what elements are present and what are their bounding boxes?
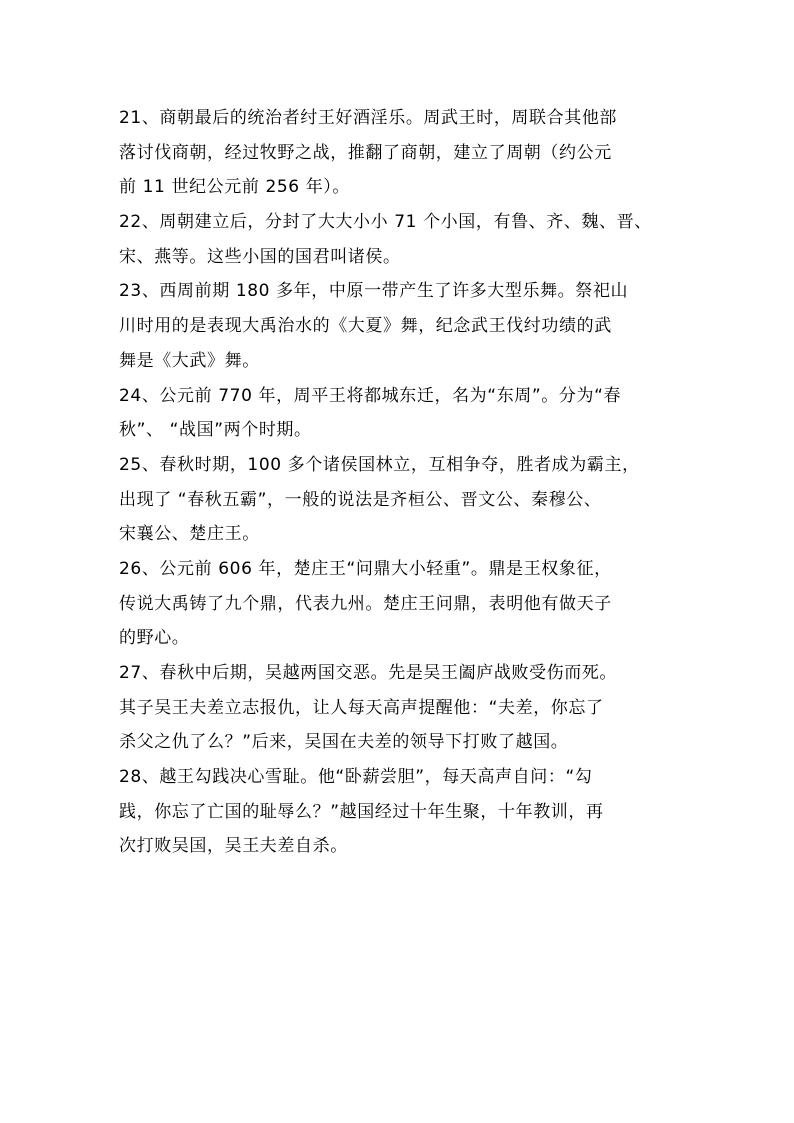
paragraph-28 bbox=[119, 760, 699, 864]
paragraph-22 bbox=[119, 205, 699, 274]
paragraph-21 bbox=[119, 101, 699, 205]
text-line: 次打败吴国，吴王夫差自杀。 bbox=[119, 836, 348, 857]
paragraph-25 bbox=[119, 448, 699, 552]
text-line: 23、西周前期 180 多年，中原一带产生了许多大型乐舞。祭祀山 bbox=[119, 281, 629, 302]
document-body bbox=[119, 101, 699, 864]
text-line: 宋襄公、楚庄王。 bbox=[119, 524, 260, 545]
text-line: 的野心。 bbox=[119, 628, 190, 649]
paragraph-26 bbox=[119, 552, 699, 656]
text-line: 舞是《大武》舞。 bbox=[119, 350, 260, 371]
text-line: 杀父之仇了么？”后来，吴国在夫差的领导下打败了越国。 bbox=[119, 732, 569, 753]
paragraph-23 bbox=[119, 274, 699, 378]
text-line: 宋、燕等。这些小国的国君叫诸侯。 bbox=[119, 246, 401, 267]
text-line: 21、商朝最后的统治者纣王好酒淫乐。周武王时，周联合其他部 bbox=[119, 108, 618, 128]
text-line: 26、公元前 606 年，楚庄王“问鼎大小轻重”。鼎是王权象征， bbox=[119, 558, 612, 579]
text-line: 践，你忘了亡国的耻辱么？”越国经过十年生聚，十年教训，再 bbox=[119, 801, 604, 822]
paragraph-27 bbox=[119, 656, 699, 760]
text-line: 25、春秋时期，100 多个诸侯国林立，互相争夺，胜者成为霸主， bbox=[119, 454, 640, 475]
paragraph-24 bbox=[119, 379, 699, 448]
text-line: 24、公元前 770 年，周平王将都城东迁，名为“东周”。分为“春 bbox=[119, 385, 622, 406]
text-line: 落讨伐商朝，经过牧野之战，推翻了商朝，建立了周朝（约公元 bbox=[119, 142, 612, 163]
text-line: 其子吴王夫差立志报仇，让人每天高声提醒他：“夫差，你忘了 bbox=[119, 697, 604, 718]
text-line: 22、周朝建立后，分封了大大小小 71 个小国，有鲁、齐、魏、晋、 bbox=[119, 212, 652, 233]
text-line: 川时用的是表现大禹治水的《大夏》舞，纪念武王伐纣功绩的武 bbox=[119, 316, 612, 337]
text-line: 前 11 世纪公元前 256 年）。 bbox=[119, 177, 350, 198]
text-line: 秋”、 “战国”两个时期。 bbox=[119, 420, 312, 441]
text-line: 出现了 “春秋五霸”，一般的说法是齐桓公、晋文公、秦穆公、 bbox=[119, 489, 602, 510]
text-line: 28、越王勾践决心雪耻。他“卧薪尝胆”，每天高声自问：“勾 bbox=[119, 767, 593, 788]
text-line: 27、春秋中后期，吴越两国交恶。先是吴王阖庐战败受伤而死。 bbox=[119, 663, 618, 683]
text-line: 传说大禹铸了九个鼎，代表九州。楚庄王问鼎，表明他有做天子 bbox=[119, 593, 612, 614]
